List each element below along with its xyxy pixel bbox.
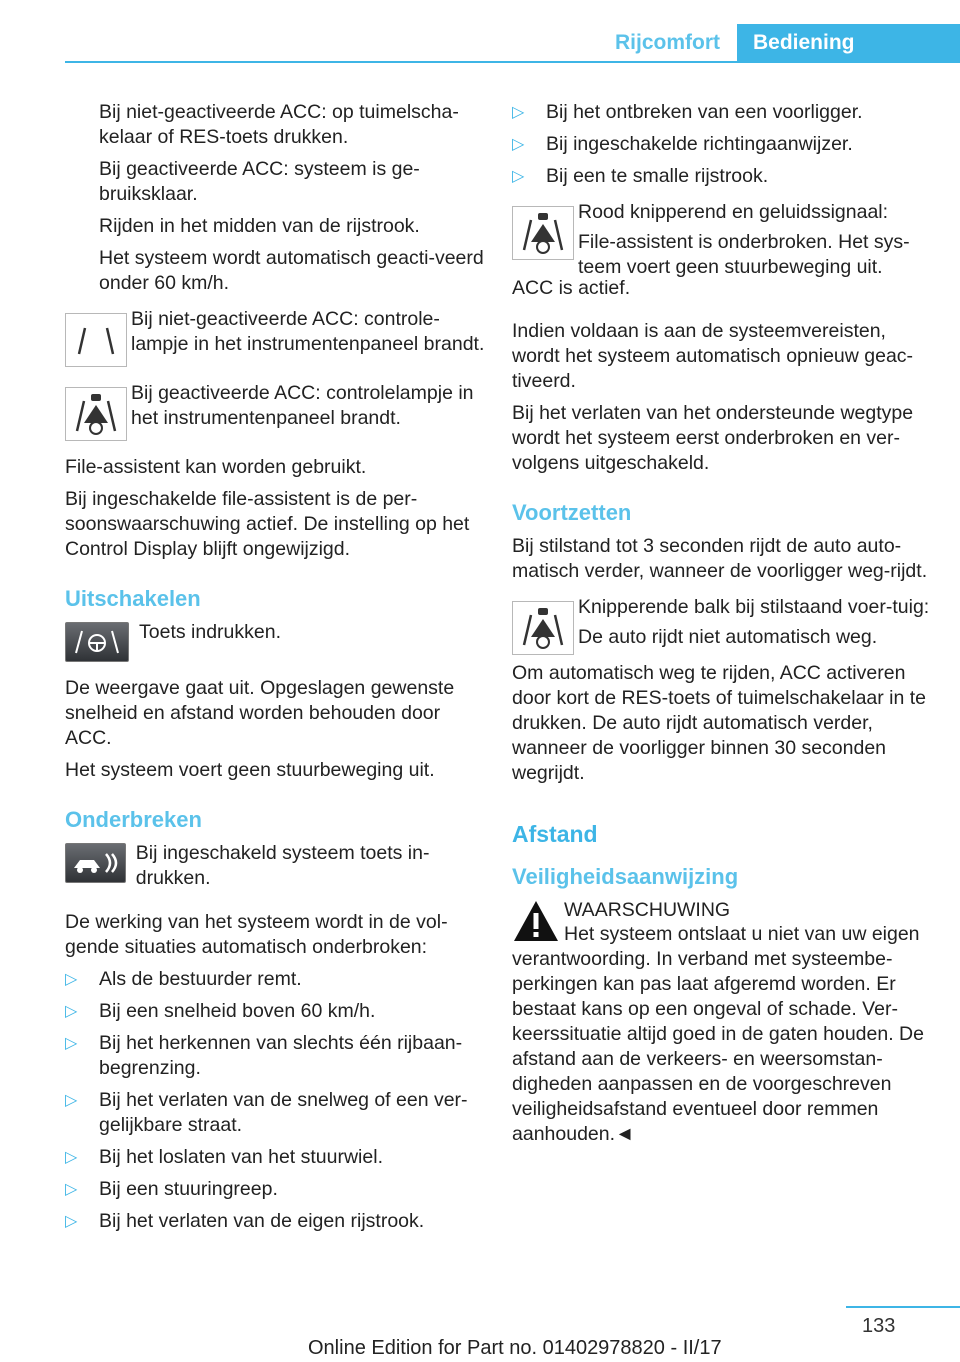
- warning-title: WAARSCHUWING: [564, 899, 731, 921]
- list-item: ▷ Bij het herkennen van slechts één rijbaan-begrenzing.: [65, 1032, 463, 1079]
- header-section-tab[interactable]: Rijcomfort: [615, 31, 720, 54]
- heading-uitschakelen: Uitschakelen: [65, 586, 201, 611]
- heading-veiligheidsaanwijzing: Veiligheidsaanwijzing: [512, 864, 739, 889]
- lane-departure-button-icon: [65, 843, 126, 883]
- triangle-bullet-icon: ▷: [512, 168, 525, 185]
- warning-block: [512, 898, 932, 1147]
- interrupt-conditions-list: [65, 967, 485, 1234]
- interrupt-conditions-list-cont: [512, 100, 932, 189]
- indicator-inactive-text: Bij niet-geactiveerde ACC: controle-lampje in het instrumentenpaneel brandt.: [131, 308, 485, 355]
- indicator-inactive-row: [65, 307, 485, 367]
- interrupt-text: Bij ingeschakeld systeem toets in-drukken.: [135, 842, 430, 889]
- list-item: ▷ Bij een te smalle rijstrook.: [512, 165, 769, 187]
- page-number: 133: [862, 1315, 896, 1337]
- heading-onderbreken: Onderbreken: [65, 807, 202, 832]
- list-item: ▷ Bij een stuuringreep.: [65, 1178, 278, 1200]
- paragraph: Het systeem voert geen stuurbeweging uit.: [65, 759, 435, 781]
- lane-lines-icon: [65, 313, 127, 367]
- paragraph: Indien voldaan is aan de systeemvereisten, wordt het systeem automatisch opnieuw geac-tiveerd.: [512, 320, 914, 392]
- paragraph: Bij ingeschakelde file-assistent is de per-soonswaarschuwing actief. De instelling op het Control Display blijft ongewijzigd.: [65, 488, 470, 560]
- paragraph: De weergave gaat uit. Opgeslagen gewenste snelheid en afstand worden behouden door ACC.: [65, 677, 455, 749]
- header-rule: [65, 61, 960, 63]
- triangle-bullet-icon: ▷: [65, 1213, 78, 1230]
- list-item: ▷ Bij het verlaten van de snelweg of een ver-gelijkbare straat.: [65, 1089, 468, 1136]
- interrupted-indicator-row: [512, 200, 932, 280]
- header-chapter-tab[interactable]: Bediening: [737, 24, 960, 61]
- intro-line: Bij geactiveerde ACC: systeem is ge-bruiksklaar.: [99, 158, 420, 205]
- traffic-jam-assist-icon: [65, 387, 127, 441]
- standstill-text-2: De auto rijdt niet automatisch weg.: [578, 626, 878, 648]
- switch-off-text: Toets indrukken.: [139, 621, 281, 643]
- interrupt-row: [65, 841, 485, 896]
- list-item: ▷ Bij een snelheid boven 60 km/h.: [65, 1000, 376, 1022]
- list-item: ▷ Bij het loslaten van het stuurwiel.: [65, 1146, 383, 1168]
- triangle-bullet-icon: ▷: [65, 1003, 78, 1020]
- list-item: ▷ Bij het verlaten van de eigen rijstrook.: [65, 1210, 425, 1232]
- left-column: [65, 100, 485, 1241]
- standstill-indicator-row: [512, 595, 932, 655]
- standstill-text-1: Knipperende balk bij stilstaand voer-tuig:: [578, 596, 930, 618]
- footer-rule: [846, 1306, 960, 1308]
- triangle-bullet-icon: ▷: [512, 136, 525, 153]
- triangle-bullet-icon: ▷: [65, 971, 78, 988]
- triangle-bullet-icon: ▷: [65, 1035, 78, 1052]
- triangle-bullet-icon: ▷: [512, 104, 525, 121]
- right-column: [512, 100, 932, 1154]
- heading-afstand: Afstand: [512, 821, 598, 847]
- paragraph: Bij het verlaten van het ondersteunde wegtype wordt het systeem eerst onderbroken en ver-volgens uitgeschakeld.: [512, 402, 914, 474]
- triangle-bullet-icon: ▷: [65, 1149, 78, 1166]
- steering-assist-button-icon: [65, 622, 129, 662]
- intro-line: Rijden in het midden van de rijstrook.: [99, 215, 420, 237]
- indicator-active-text: Bij geactiveerde ACC: controlelampje in het instrumentenpaneel brandt.: [131, 382, 474, 429]
- traffic-jam-assist-red-icon: [512, 206, 574, 260]
- paragraph: De werking van het systeem wordt in de vol-gende situaties automatisch onderbroken:: [65, 911, 448, 958]
- warning-triangle-icon: [512, 898, 560, 944]
- heading-voortzetten: Voortzetten: [512, 500, 632, 525]
- interrupted-text-2: File-assistent is onderbroken. Het sys-teem voert geen stuurbeweging uit.: [578, 231, 910, 278]
- interrupted-text-1: Rood knipperend en geluidssignaal:: [578, 201, 889, 223]
- triangle-bullet-icon: ▷: [65, 1181, 78, 1198]
- intro-block: [65, 100, 485, 296]
- list-item: ▷ Als de bestuurder remt.: [65, 968, 302, 990]
- intro-line: Bij niet-geactiveerde ACC: op tuimelscha-kelaar of RES-toets drukken.: [99, 101, 459, 148]
- indicator-active-row: [65, 381, 485, 441]
- intro-line: Het systeem wordt automatisch geacti-veerd onder 60 km/h.: [99, 247, 484, 294]
- edition-footer: Online Edition for Part no. 01402978820 - II/17: [308, 1337, 722, 1359]
- list-item: ▷ Bij het ontbreken van een voorligger.: [512, 101, 863, 123]
- warning-text: Het systeem ontslaat u niet van uw eigen verantwoording. In verband met systeembe-perkingen kan pas laat afgeremd worden. Er bestaat kans op een ongeval of schade. Ver-keerssituatie altijd goed in de gaten houden. De afstand aan de verkeers- en weersomstan-digheden aanpassen en de voorgeschreven veiligheidsafstand eventueel door remmen aanhouden.◄: [512, 923, 924, 1145]
- paragraph: Om automatisch weg te rijden, ACC activeren door kort de RES-toets of tuimelschakelaar in te drukken. De auto rijdt automatisch verder, wanneer de voorligger binnen 30 seconden wegrijdt.: [512, 662, 927, 784]
- switch-off-row: [65, 620, 485, 662]
- paragraph: File-assistent kan worden gebruikt.: [65, 456, 367, 478]
- paragraph: Bij stilstand tot 3 seconden rijdt de auto auto-matisch verder, wanneer de voorligger weg-rijdt.: [512, 535, 928, 582]
- traffic-jam-assist-bar-icon: [512, 601, 574, 655]
- triangle-bullet-icon: ▷: [65, 1092, 78, 1109]
- list-item: ▷ Bij ingeschakelde richtingaanwijzer.: [512, 133, 853, 155]
- paragraph: ACC is actief.: [512, 277, 631, 299]
